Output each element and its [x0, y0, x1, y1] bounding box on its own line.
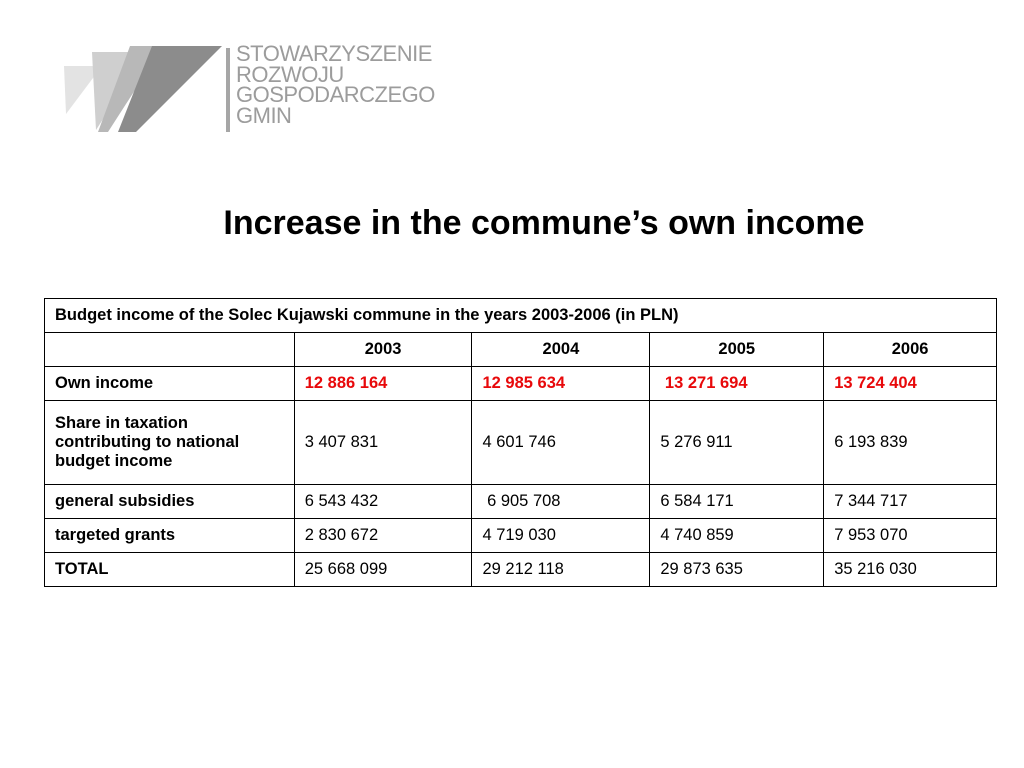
logo-wordmark	[236, 41, 435, 128]
row-label: TOTAL	[45, 553, 295, 587]
value-cell: 13 271 694	[650, 367, 824, 401]
value-cell: 29 212 118	[472, 553, 650, 587]
value-cell: 12 985 634	[472, 367, 650, 401]
value-cell: 7 344 717	[824, 485, 997, 519]
table-row	[45, 519, 997, 553]
year-header: 2004	[472, 333, 650, 367]
table-header-row	[45, 333, 997, 367]
logo-line: GOSPODARCZEGO	[236, 82, 435, 107]
logo-line: ROZWOJU	[236, 61, 344, 87]
table-row	[45, 401, 997, 485]
value-cell: 7 953 070	[824, 519, 997, 553]
row-label: Share in taxation contributing to national budget income	[45, 401, 295, 485]
year-header: 2005	[650, 333, 824, 367]
value-cell: 29 873 635	[650, 553, 824, 587]
value-cell: 4 740 859	[650, 519, 824, 553]
table-caption-row	[45, 299, 997, 333]
value-cell: 6 193 839	[824, 401, 997, 485]
table-row	[45, 485, 997, 519]
logo-arrows-icon	[62, 44, 222, 136]
value-cell: 35 216 030	[824, 553, 997, 587]
value-cell: 5 276 911	[650, 401, 824, 485]
value-cell: 25 668 099	[294, 553, 472, 587]
year-header: 2006	[824, 333, 997, 367]
value-cell: 6 543 432	[294, 485, 472, 519]
slide-title: Increase in the commune’s own income	[223, 204, 865, 242]
value-cell: 6 584 171	[650, 485, 824, 519]
value-cell: 13 724 404	[824, 367, 997, 401]
table-caption: Budget income of the Solec Kujawski commune in the years 2003-2006 (in PLN)	[45, 299, 997, 333]
value-cell: 4 601 746	[472, 401, 650, 485]
logo-line: STOWARZYSZENIE	[236, 41, 432, 66]
value-cell: 6 905 708	[472, 485, 650, 519]
year-header: 2003	[294, 333, 472, 367]
value-cell: 4 719 030	[472, 519, 650, 553]
value-cell: 2 830 672	[294, 519, 472, 553]
organization-logo	[62, 41, 435, 136]
row-label: general subsidies	[45, 485, 295, 519]
header-empty-cell	[45, 333, 295, 367]
row-label: targeted grants	[45, 519, 295, 553]
table-row	[45, 367, 997, 401]
logo-line: GMIN	[236, 102, 292, 128]
budget-income-table	[44, 298, 997, 587]
value-cell: 3 407 831	[294, 401, 472, 485]
row-label: Own income	[45, 367, 295, 401]
table-row-total	[45, 553, 997, 587]
value-cell: 12 886 164	[294, 367, 472, 401]
logo-divider	[226, 48, 230, 132]
